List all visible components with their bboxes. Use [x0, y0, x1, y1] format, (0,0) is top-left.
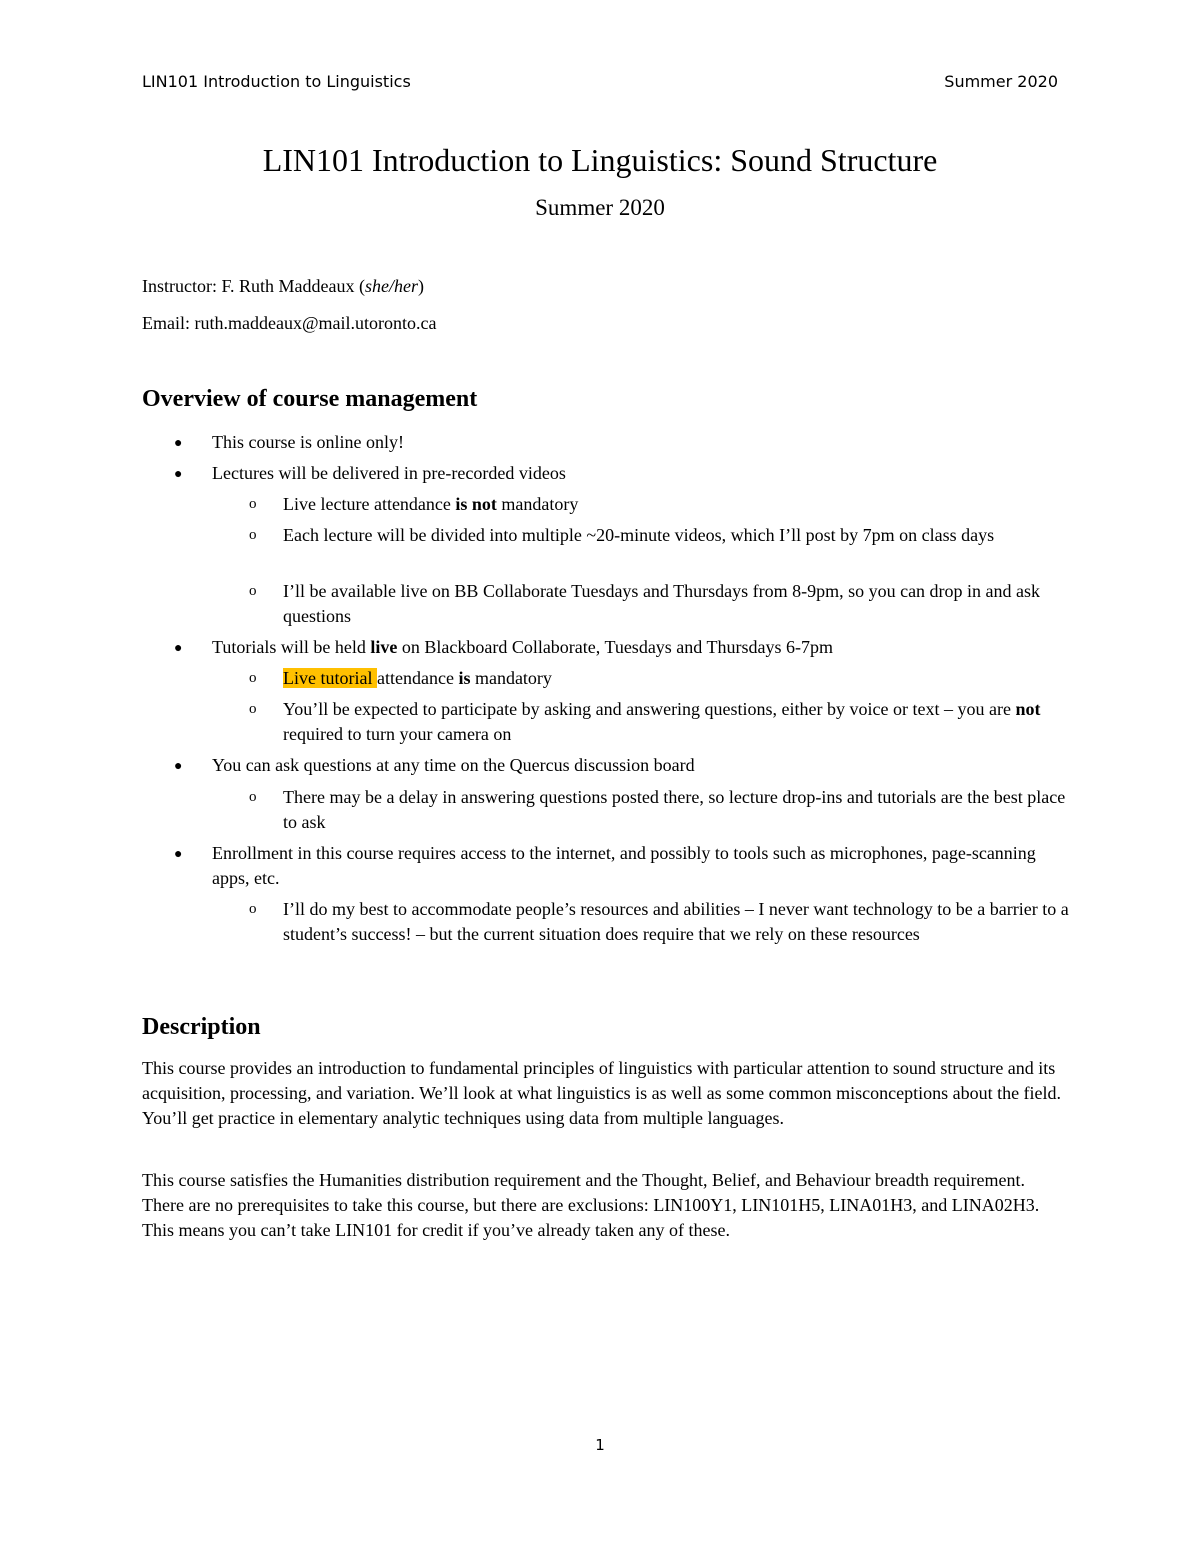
instructor-pronouns: she/her [365, 276, 419, 296]
list-item: o Each lecture will be divided into multiple ~20-minute videos, which I’ll post by 7pm on class days [283, 523, 1073, 548]
list-item: ● Tutorials will be held live on Blackboard Collaborate, Tuesdays and Thursdays 6-7pm [212, 635, 1062, 660]
exclusions-paragraph: This course satisfies the Humanities distribution requirement and the Thought, Belief, and Behaviour breadth requirement. There are no prerequisites to take this course, but there are exclusions: LIN100Y1, LIN101H5, LINA01H3, and LINA02H3. This means you can’t take LIN101 for credit if you’ve already taken any of these. [142, 1170, 1040, 1240]
circle-bullet-icon: o [249, 670, 257, 686]
bullet-icon: ● [174, 847, 183, 862]
circle-bullet-icon: o [249, 583, 257, 599]
email-line: Email: ruth.maddeaux@mail.utoronto.ca [142, 313, 437, 333]
circle-bullet-icon: o [249, 789, 257, 805]
list-item: o Live tutorial attendance is mandatory [283, 666, 1073, 691]
circle-bullet-icon: o [249, 901, 257, 917]
description-paragraph: This course provides an introduction to fundamental principles of linguistics with particular attention to sound structure and its acquisition, processing, and variation. We’ll look at what linguistics is as well as some common misconceptions about the field. You’ll get practice in elementary analytic techniques using data from multiple languages. [142, 1058, 1062, 1128]
highlighted-text: Live tutorial [283, 668, 377, 688]
list-item: o Live lecture attendance is not mandatory [283, 492, 1073, 517]
header-course: LIN101 Introduction to Linguistics [142, 72, 411, 91]
list-item: ● You can ask questions at any time on the Quercus discussion board [212, 753, 1062, 778]
document-subtitle: Summer 2020 [535, 195, 665, 220]
bullet-icon: ● [174, 467, 183, 482]
circle-bullet-icon: o [249, 701, 257, 717]
circle-bullet-icon: o [249, 496, 257, 512]
page-number: 1 [595, 1436, 605, 1454]
document-title: LIN101 Introduction to Linguistics: Sound Structure [262, 142, 938, 178]
overview-heading: Overview of course management [142, 386, 478, 412]
bullet-icon: ● [174, 436, 183, 451]
circle-bullet-icon: o [249, 527, 257, 543]
list-item: o There may be a delay in answering questions posted there, so lecture drop-ins and tutorials are the best place to ask [249, 787, 1066, 832]
header-term: Summer 2020 [944, 72, 1058, 91]
list-item: o You’ll be expected to participate by asking and answering questions, either by voice or text – you are not required to turn your camera on [249, 699, 1041, 744]
email-address[interactable]: ruth.maddeaux@mail.utoronto.ca [194, 313, 437, 333]
description-heading: Description [142, 1014, 261, 1040]
list-item: o I’ll be available live on BB Collaborate Tuesdays and Thursdays from 8-9pm, so you can drop in and ask questions [249, 581, 1041, 626]
list-item: ● Lectures will be delivered in pre-recorded videos [212, 461, 1062, 486]
list-item: ● This course is online only! [212, 430, 1062, 455]
running-header [142, 72, 1058, 91]
bullet-icon: ● [174, 759, 183, 774]
list-item: o I’ll do my best to accommodate people’s resources and abilities – I never want technology to be a barrier to a student’s success! – but the current situation does require that we rely on these resources [249, 899, 1069, 944]
list-item: ● Enrollment in this course requires access to the internet, and possibly to tools such as microphones, page-scanning apps, etc. [174, 843, 1036, 888]
bullet-icon: ● [174, 641, 183, 656]
instructor-line: Instructor: F. Ruth Maddeaux (she/her) [142, 276, 425, 296]
